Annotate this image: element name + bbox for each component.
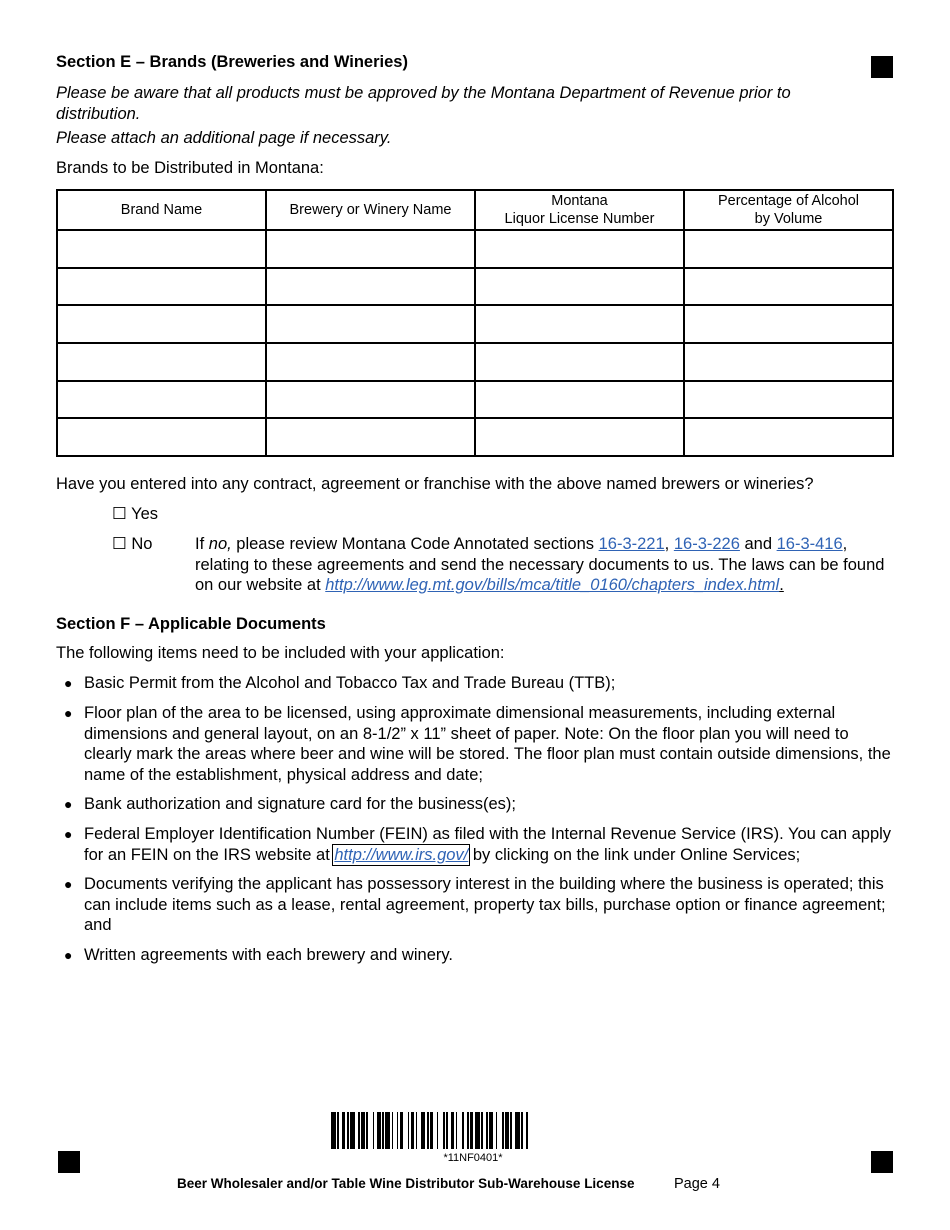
barcode-bar xyxy=(331,1112,336,1149)
table-row xyxy=(57,268,893,306)
header-brand-name: Brand Name xyxy=(57,190,266,230)
bullet-icon: ● xyxy=(64,675,73,691)
table-row xyxy=(57,305,893,343)
table-cell[interactable] xyxy=(266,381,475,419)
barcode-bar xyxy=(502,1112,504,1149)
bullet-icon: ● xyxy=(64,826,73,842)
barcode-bar xyxy=(427,1112,429,1149)
barcode-bar xyxy=(408,1112,410,1149)
barcode-bar xyxy=(505,1112,508,1149)
table-cell[interactable] xyxy=(57,343,266,381)
barcode-bar xyxy=(430,1112,433,1149)
table-cell[interactable] xyxy=(266,418,475,456)
table-cell[interactable] xyxy=(475,230,684,268)
barcode-bar xyxy=(489,1112,492,1149)
brands-table xyxy=(56,189,894,457)
table-cell[interactable] xyxy=(475,268,684,306)
bullet-icon: ● xyxy=(64,796,73,812)
barcode-bar xyxy=(366,1112,368,1149)
table-cell[interactable] xyxy=(684,381,893,419)
fein-text: Federal Employer Identification Number (FEIN) as filed with the Internal Revenue Service (IRS). You can apply for an FEIN on the IRS website at xyxy=(84,825,892,864)
barcode-bar xyxy=(421,1112,426,1149)
table-cell[interactable] xyxy=(684,268,893,306)
barcode-bar xyxy=(361,1112,364,1149)
registration-mark-bottom-left xyxy=(58,1151,80,1173)
table-cell[interactable] xyxy=(57,381,266,419)
contract-question: Have you entered into any contract, agreement or franchise with the above named brewers or wineries? xyxy=(56,475,814,493)
registration-mark-top-right xyxy=(871,56,893,78)
barcode-bar xyxy=(467,1112,469,1149)
table-cell[interactable] xyxy=(475,381,684,419)
table-cell[interactable] xyxy=(684,343,893,381)
barcode-bar xyxy=(377,1112,380,1149)
irs-website-link[interactable]: http://www.irs.gov/ xyxy=(334,845,469,864)
barcode-bar xyxy=(382,1112,384,1149)
instructions-text: , relating to these agreements and send the necessary documents to us. The laws can be found on our website at xyxy=(195,535,885,594)
section-f-intro: The following items need to be included with your application: xyxy=(56,644,505,662)
list-item-bank-authorization: Bank authorization and signature card for the business(es); xyxy=(84,795,516,813)
barcode-text: *11NF0401* xyxy=(443,1152,503,1164)
barcode-bar xyxy=(411,1112,414,1149)
mca-16-3-221-link[interactable]: 16-3-221 xyxy=(598,535,665,553)
section-e-heading: Section E – Brands (Breweries and Wineries) xyxy=(56,53,408,71)
barcode-bar xyxy=(451,1112,454,1149)
barcode-bar xyxy=(446,1112,448,1149)
list-item-fein xyxy=(84,824,896,865)
table-cell[interactable] xyxy=(57,418,266,456)
period: . xyxy=(779,576,784,594)
attach-page-note: Please attach an additional page if necessary. xyxy=(56,129,392,147)
approval-note: Please be aware that all products must be approved by the Montana Department of Revenue prior to distribution. xyxy=(56,84,791,123)
table-cell[interactable] xyxy=(266,268,475,306)
barcode-bar xyxy=(510,1112,512,1149)
barcode-bar xyxy=(496,1112,498,1149)
table-cell[interactable] xyxy=(57,268,266,306)
barcode xyxy=(331,1112,615,1149)
header-liquor-license-number: Montana Liquor License Number xyxy=(475,190,684,230)
bullet-icon: ● xyxy=(64,947,73,963)
table-cell[interactable] xyxy=(57,230,266,268)
barcode-bar xyxy=(470,1112,473,1149)
list-item-written-agreements: Written agreements with each brewery and winery. xyxy=(84,946,453,964)
table-cell[interactable] xyxy=(475,305,684,343)
mca-16-3-226-link[interactable]: 16-3-226 xyxy=(673,535,740,553)
barcode-bar xyxy=(350,1112,355,1149)
header-alcohol-percentage: Percentage of Alcohol by Volume xyxy=(684,190,893,230)
page-number: Page 4 xyxy=(674,1176,720,1192)
table-row xyxy=(57,343,893,381)
no-checkbox[interactable]: ☐ No xyxy=(112,535,153,553)
table-row xyxy=(57,230,893,268)
list-item-possessory-interest: Documents verifying the applicant has possessory interest in the building where the business is operated; this can include items such as a lease, rental agreement, property tax bills, purchase option or finance agreement; and xyxy=(84,875,886,934)
barcode-bar xyxy=(515,1112,520,1149)
no-word: no, xyxy=(208,535,232,553)
barcode-bar xyxy=(337,1112,339,1149)
bullet-icon: ● xyxy=(64,705,73,721)
barcode-bar xyxy=(400,1112,403,1149)
brands-label: Brands to be Distributed in Montana: xyxy=(56,159,324,177)
barcode-bar xyxy=(521,1112,523,1149)
table-cell[interactable] xyxy=(475,343,684,381)
list-item-floor-plan: Floor plan of the area to be licensed, using approximate dimensional measurements, including external dimensions and general layout, on an 8-1/2” x 11” sheet of paper. Note: On the floor plan you will need to clearly mark the areas where beer and wine will be stored. The floor plan must contain outside dimensions, the name of the establishment, physical address and date; xyxy=(84,704,891,784)
table-cell[interactable] xyxy=(475,418,684,456)
table-row xyxy=(57,418,893,456)
barcode-bar xyxy=(481,1112,483,1149)
barcode-bar xyxy=(342,1112,345,1149)
barcode-bar xyxy=(347,1112,349,1149)
barcode-bar xyxy=(392,1112,394,1149)
table-cell[interactable] xyxy=(266,305,475,343)
table-cell[interactable] xyxy=(266,230,475,268)
separator: , xyxy=(664,535,674,553)
bullet-icon: ● xyxy=(64,876,73,892)
barcode-bar xyxy=(462,1112,464,1149)
barcode-bar xyxy=(526,1112,528,1149)
separator: and xyxy=(739,535,777,553)
mca-website-link[interactable]: http://www.leg.mt.gov/bills/mca/title_0160/chapters_index.html xyxy=(325,576,780,594)
yes-checkbox[interactable]: ☐ Yes xyxy=(112,505,158,523)
mca-16-3-416-link[interactable]: 16-3-416 xyxy=(776,535,843,553)
barcode-bar xyxy=(385,1112,390,1149)
barcode-bar xyxy=(437,1112,439,1149)
table-cell[interactable] xyxy=(57,305,266,343)
table-cell[interactable] xyxy=(684,230,893,268)
if-text: If xyxy=(195,535,209,553)
barcode-bar xyxy=(373,1112,375,1149)
barcode-bar xyxy=(456,1112,458,1149)
barcode-bar xyxy=(486,1112,488,1149)
table-header-row xyxy=(57,190,893,230)
header-brewery-winery-name: Brewery or Winery Name xyxy=(266,190,475,230)
barcode-bar xyxy=(443,1112,445,1149)
no-instructions xyxy=(195,534,885,596)
list-item-ttb-permit: Basic Permit from the Alcohol and Tobacco Tax and Trade Bureau (TTB); xyxy=(84,674,616,692)
barcode-bar xyxy=(358,1112,360,1149)
table-cell[interactable] xyxy=(684,305,893,343)
fein-text-end: by clicking on the link under Online Services; xyxy=(468,845,801,864)
registration-mark-bottom-right xyxy=(871,1151,893,1173)
barcode-bar xyxy=(475,1112,480,1149)
table-cell[interactable] xyxy=(266,343,475,381)
form-title: Beer Wholesaler and/or Table Wine Distributor Sub-Warehouse License xyxy=(177,1176,635,1191)
table-cell[interactable] xyxy=(684,418,893,456)
instructions-text: please review Montana Code Annotated sections xyxy=(231,535,599,553)
barcode-bar xyxy=(397,1112,399,1149)
barcode-bar xyxy=(416,1112,418,1149)
section-f-heading: Section F – Applicable Documents xyxy=(56,615,326,633)
table-row xyxy=(57,381,893,419)
